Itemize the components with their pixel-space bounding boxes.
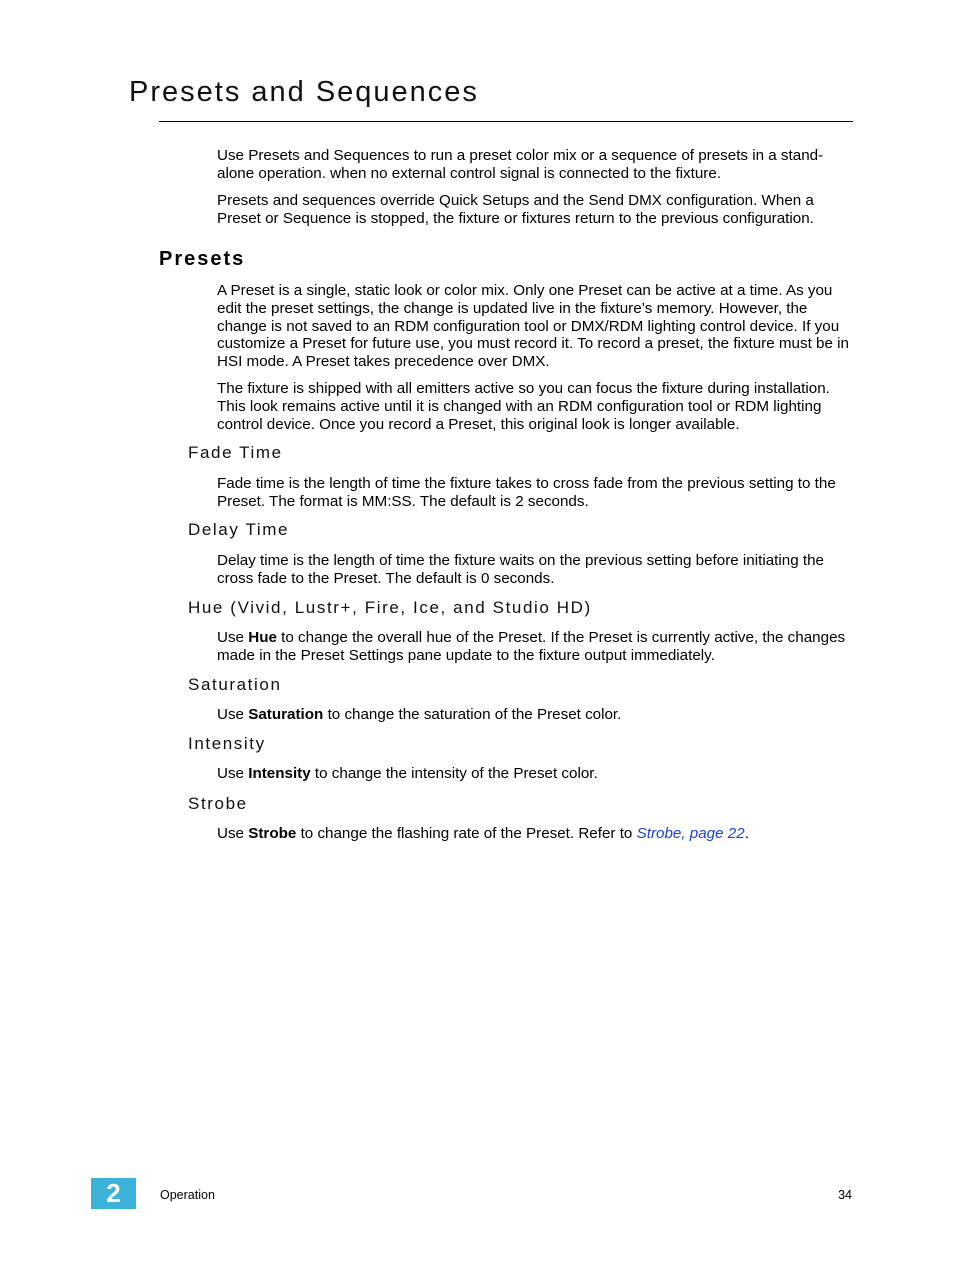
presets-paragraph-1: A Preset is a single, static look or color mix. Only one Preset can be active at a time. As you edit the preset settings, the change is updated live in the fixture’s memory. However, the change is not saved to an RDM configuration tool or DMX/RDM lighting control device. If you customize a Preset for future use, you must record it. To record a preset, the fixture must be in HSI mode. A Preset takes precedence over DMX. <box>217 282 849 371</box>
subheading-saturation: Saturation <box>188 675 282 694</box>
strobe-term: Strobe <box>248 825 297 842</box>
strobe-cross-reference-link[interactable]: Strobe, page 22 <box>636 825 745 842</box>
intensity-text-post: to change the intensity of the Preset color. <box>310 765 598 782</box>
page-title: Presets and Sequences <box>129 76 479 108</box>
strobe-text-pre: Use <box>217 825 249 842</box>
intro-paragraph-2: Presets and sequences override Quick Setups and the Send DMX configuration. When a Preset or Sequence is stopped, the fixture or fixtures return to the previous configuration. <box>217 192 814 227</box>
hue-text <box>217 629 853 665</box>
section-heading-presets: Presets <box>159 248 246 270</box>
subheading-hue: Hue (Vivid, Lustr+, Fire, Ice, and Studio HD) <box>188 598 592 617</box>
saturation-text-post: to change the saturation of the Preset color. <box>323 706 622 723</box>
strobe-text <box>217 825 853 843</box>
intensity-term: Intensity <box>248 765 311 782</box>
saturation-text <box>217 706 853 724</box>
title-divider <box>159 121 853 122</box>
subheading-intensity: Intensity <box>188 734 266 753</box>
subheading-delay-time: Delay Time <box>188 520 290 539</box>
footer-chapter-name: Operation <box>160 1188 215 1202</box>
saturation-term: Saturation <box>248 706 324 723</box>
intensity-text <box>217 765 853 783</box>
subheading-strobe: Strobe <box>188 794 248 813</box>
hue-text-post: to change the overall hue of the Preset. If the Preset is currently active, the changes made in the Preset Settings pane update to the fixture output immediately. <box>217 629 846 664</box>
hue-term: Hue <box>248 629 277 646</box>
strobe-text-post: to change the flashing rate of the Preset. Refer to <box>296 825 637 842</box>
chapter-number-badge: 2 <box>91 1178 136 1209</box>
delay-time-text: Delay time is the length of time the fixture waits on the previous setting before initiating the cross fade to the Preset. The default is 0 seconds. <box>217 552 824 587</box>
fade-time-text: Fade time is the length of time the fixture takes to cross fade from the previous setting to the Preset. The format is MM:SS. The default is 2 seconds. <box>217 475 836 510</box>
intensity-text-pre: Use <box>217 765 249 782</box>
footer-page-number: 34 <box>838 1188 852 1202</box>
subheading-fade-time: Fade Time <box>188 443 283 462</box>
hue-text-pre: Use <box>217 629 249 646</box>
intro-paragraph-1: Use Presets and Sequences to run a preset color mix or a sequence of presets in a stand-alone operation. when no external control signal is connected to the fixture. <box>217 147 824 182</box>
presets-paragraph-2: The fixture is shipped with all emitters active so you can focus the fixture during installation. This look remains active until it is changed with an RDM configuration tool or RDM lighting control device. Once you record a Preset, this original look is longer available. <box>217 380 830 433</box>
saturation-text-pre: Use <box>217 706 249 723</box>
strobe-text-end: . <box>744 825 749 842</box>
